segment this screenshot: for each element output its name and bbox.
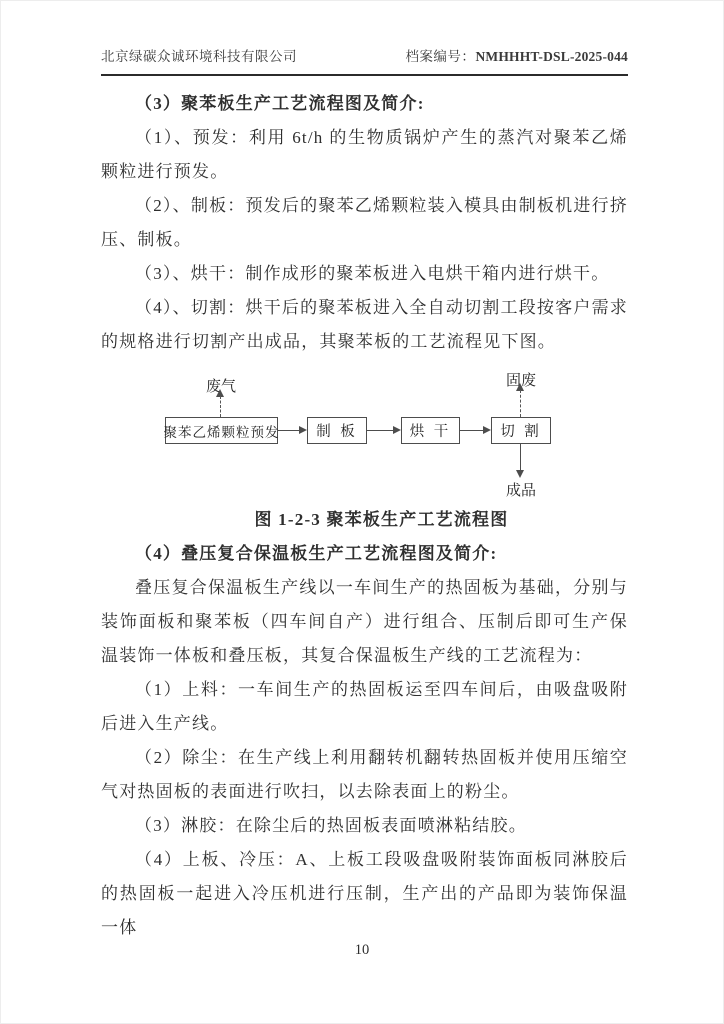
product-label: 成品 bbox=[505, 483, 536, 499]
section4-step-2: （2）除尘：在生产线上利用翻转机翻转热固板并使用压缩空气对热固板的表面进行吹扫，以去除表面上的粉尘。 bbox=[101, 748, 628, 801]
company-name: 北京绿碳众诚环境科技有限公司 bbox=[101, 49, 297, 64]
section3-heading: （3）聚苯板生产工艺流程图及简介: bbox=[135, 94, 425, 113]
flow-arrow-right-icon bbox=[393, 426, 401, 434]
document-header bbox=[101, 45, 628, 76]
waste-gas-dashed-line bbox=[220, 396, 221, 417]
section4-step-1: （1）上料：一车间生产的热固板运至四车间后，由吸盘吸附后进入生产线。 bbox=[101, 680, 628, 733]
process-flow-diagram bbox=[101, 363, 628, 503]
document-body bbox=[101, 87, 628, 945]
flow-box-pre-expansion: 聚苯乙烯颗粒预发 bbox=[165, 417, 278, 444]
product-line bbox=[520, 444, 521, 470]
archive-number bbox=[405, 45, 628, 65]
flow-connector-line bbox=[278, 430, 299, 431]
flow-connector-line bbox=[367, 430, 393, 431]
archive-number-label: 档案编号： bbox=[405, 49, 476, 64]
page-number: 10 bbox=[354, 942, 370, 958]
section3-step-1: （1）、预发：利用 6t/h 的生物质锅炉产生的蒸汽对聚苯乙烯颗粒进行预发。 bbox=[101, 128, 628, 181]
archive-number-value: NMHHHT-DSL-2025-044 bbox=[475, 49, 628, 64]
flow-arrow-right-icon bbox=[483, 426, 491, 434]
section4-step-3: （3）淋胶：在除尘后的热固板表面喷淋粘结胶。 bbox=[135, 816, 527, 835]
section3-step-2: （2）、制板：预发后的聚苯乙烯颗粒装入模具由制板机进行挤压、制板。 bbox=[101, 196, 628, 249]
flow-arrow-right-icon bbox=[299, 426, 307, 434]
section4-step-4: （4）上板、冷压：A、上板工段吸盘吸附装饰面板同淋胶后的热固板一起进入冷压机进行压制，生产出的产品即为装饰保温一体 bbox=[101, 850, 628, 937]
section4-intro: 叠压复合保温板生产线以一车间生产的热固板为基础，分别与装饰面板和聚苯板（四车间自产）进行组合、压制后即可生产保温装饰一体板和叠压板，其复合保温板生产线的工艺流程为： bbox=[101, 578, 628, 665]
section4-heading: （4）叠压复合保温板生产工艺流程图及简介: bbox=[135, 544, 498, 563]
section3-step-4: （4）、切割：烘干后的聚苯板进入全自动切割工段按客户需求的规格进行切割产出成品，其聚苯板的工艺流程见下图。 bbox=[101, 298, 628, 351]
flow-connector-line bbox=[460, 430, 483, 431]
section3-step-3: （3）、烘干：制作成形的聚苯板进入电烘干箱内进行烘干。 bbox=[135, 264, 610, 283]
flow-box-board-making: 制 板 bbox=[307, 417, 367, 444]
flow-box-drying: 烘 干 bbox=[401, 417, 460, 444]
figure-caption: 图 1-2-3 聚苯板生产工艺流程图 bbox=[254, 510, 509, 529]
product-arrow-icon bbox=[516, 470, 524, 478]
flow-box-cutting: 切 割 bbox=[491, 417, 551, 444]
solid-waste-label: 固废 bbox=[505, 373, 536, 389]
waste-gas-label: 废气 bbox=[205, 379, 236, 395]
solid-waste-dashed-line bbox=[520, 390, 521, 417]
